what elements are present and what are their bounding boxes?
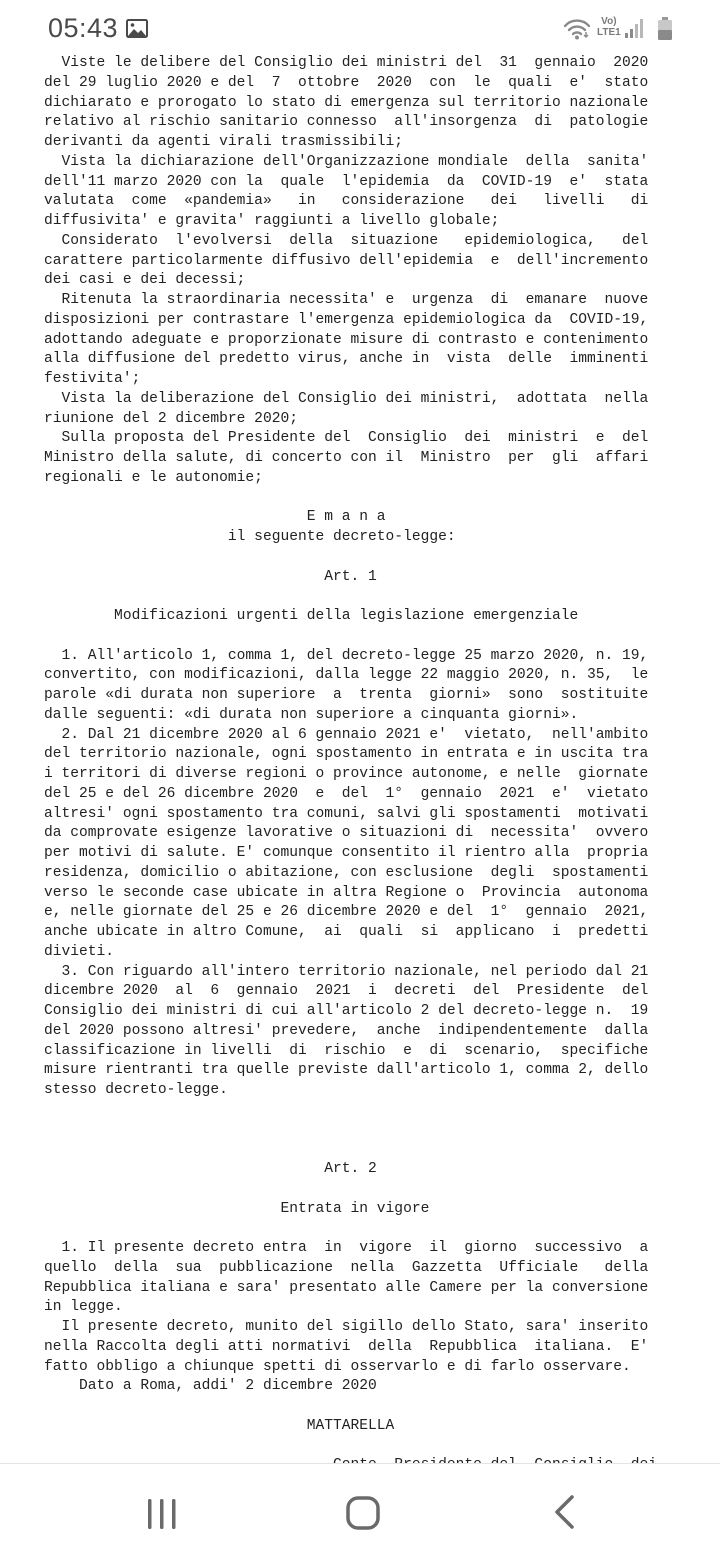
navigation-bar [0, 1463, 720, 1561]
decree-line: 1. All'articolo 1, comma 1, del decreto-legge 25 marzo 2020, n. 19, [44, 647, 649, 664]
decree-line: Vista la deliberazione del Consiglio dei ministri, adottata nella [44, 390, 649, 407]
decree-line: Dato a Roma, addi' 2 dicembre 2020 [44, 1378, 377, 1395]
decree-line: in legge. [44, 1299, 123, 1316]
decree-line: relativo al rischio sanitario connesso all'insorgenza di patologie [44, 114, 649, 131]
decree-line [44, 627, 664, 647]
decree-line: adottando adeguate e proporzionate misure di contrasto e contenimento [44, 331, 649, 348]
decree-line: derivanti da agenti virali trasmissibili; [44, 134, 404, 150]
decree-line: Entrata in vigore [44, 1200, 430, 1217]
decree-line: classificazione in livelli di rischio e di scenario, specifiche [44, 1042, 649, 1059]
decree-line: carattere particolarmente diffusivo dell'epidemia e dell'incremento [44, 252, 649, 269]
decree-line: Ministro della salute, di concerto con il Ministro per gli affari [44, 450, 649, 466]
decree-line [44, 1397, 664, 1417]
decree-line: del 25 e del 26 dicembre 2020 e del 1° gennaio 2021 e' vietato [44, 785, 649, 802]
decree-line: per motivi di salute. E' comunque consentito il rientro alla propria [44, 845, 649, 861]
signal-icon [624, 18, 646, 45]
decree-line: festivita'; [44, 371, 141, 387]
decree-line: 3. Con riguardo all'intero territorio nazionale, nel periodo dal 21 [44, 963, 649, 980]
decree-text [44, 54, 664, 1476]
decree-line [44, 1219, 664, 1239]
decree-line: i territori di diverse regioni o province autonome, e nelle giornate [44, 766, 649, 782]
decree-line: Repubblica italiana e sara' presentato alle Camere per la conversione [44, 1279, 649, 1296]
clock: 05:43 [48, 13, 119, 43]
decree-line [44, 1437, 664, 1457]
decree-line: verso le seconde case ubicate in altra Regione o Provincia autonoma [44, 884, 649, 901]
decree-line: dicembre 2020 al 6 gennaio 2021 i decreti del Presidente del [44, 983, 649, 1000]
recent-apps-icon[interactable] [146, 1499, 178, 1534]
decree-line: convertito, con modificazioni, dalla legge 22 maggio 2020, n. 35, le [44, 667, 649, 684]
decree-line: Art. 2 [44, 1161, 377, 1177]
volte-label: Vo) [601, 16, 617, 27]
status-bar [0, 0, 720, 56]
decree-line [44, 548, 664, 568]
decree-line: Art. 1 [44, 568, 377, 585]
decree-line: il seguente decreto-legge: [44, 529, 456, 545]
decree-line: e, nelle giornate del 25 e 26 dicembre 2020 e del 1° gennaio 2021, [44, 904, 649, 921]
decree-line: regionali e le autonomie; [44, 469, 263, 486]
lte-label: LTE1 [597, 27, 621, 38]
decree-line: fatto obbligo a chiunque spetti di osservarlo e di farlo osservare. [44, 1358, 631, 1375]
gallery-icon [126, 19, 148, 43]
decree-line: dei casi e dei decessi; [44, 272, 246, 289]
back-icon[interactable] [552, 1494, 576, 1535]
decree-line: quello della sua pubblicazione nella Gazzetta Ufficiale della [44, 1259, 649, 1276]
decree-line: E m a n a [44, 509, 386, 526]
decree-line: disposizioni per contrastare l'emergenza epidemiologica da COVID-19, [44, 311, 649, 328]
decree-line [44, 587, 664, 607]
decree-line: misure rientranti tra quelle previste dall'articolo 1, comma 2, dello [44, 1062, 649, 1079]
decree-line: riunione del 2 dicembre 2020; [44, 410, 298, 427]
decree-line: residenza, domicilio o abitazione, con esclusione degli spostamenti [44, 864, 649, 881]
decree-line [44, 1121, 664, 1141]
decree-line: Sulla proposta del Presidente del Consiglio dei ministri e del [44, 430, 649, 447]
decree-line: dichiarato e prorogato lo stato di emergenza sul territorio nazionale [44, 94, 649, 111]
decree-line: diffusivita' e gravita' raggiunti a livello globale; [44, 213, 500, 229]
decree-line: parole «di durata non superiore a trenta giorni» sono sostituite [44, 687, 649, 703]
decree-line: anche ubicate in altro Comune, ai quali si applicano i predetti [44, 924, 649, 940]
volte-lte-indicator [597, 16, 621, 38]
decree-line: dalle seguenti: «di durata non superiore a cinquanta giorni». [44, 706, 579, 723]
decree-line [44, 1101, 664, 1121]
decree-line: stesso decreto-legge. [44, 1082, 228, 1098]
decree-line: Il presente decreto, munito del sigillo dello Stato, sara' inserito [44, 1319, 649, 1335]
decree-line: dell'11 marzo 2020 con la quale l'epidemia da COVID-19 e' stata [44, 173, 649, 190]
decree-line: nella Raccolta degli atti normativi della Repubblica italiana. E' [44, 1338, 649, 1355]
decree-line: 1. Il presente decreto entra in vigore il giorno successivo a [44, 1240, 649, 1256]
decree-line: da comprovate esigenze lavorative o situazioni di necessita' ovvero [44, 825, 649, 842]
decree-line: del 29 luglio 2020 e del 7 ottobre 2020 con le quali e' stato [44, 74, 649, 91]
decree-line [44, 1140, 664, 1160]
decree-line: alla diffusione del predetto virus, anche in vista delle imminenti [44, 351, 649, 368]
decree-line: 2. Dal 21 dicembre 2020 al 6 gennaio 2021 e' vietato, nell'ambito [44, 726, 649, 743]
battery-icon [657, 17, 673, 46]
decree-line: Vista la dichiarazione dell'Organizzazione mondiale della sanita' [44, 153, 649, 170]
decree-line: Modificazioni urgenti della legislazione emergenziale [44, 608, 579, 624]
decree-line: Viste le delibere del Consiglio dei ministri del 31 gennaio 2020 [44, 55, 649, 71]
decree-line [44, 489, 664, 509]
home-icon[interactable] [346, 1496, 380, 1535]
wifi-icon [563, 18, 591, 45]
decree-line: Consiglio dei ministri di cui all'articolo 2 del decreto-legge n. 19 [44, 1003, 649, 1019]
decree-line: del 2020 possono altresi' prevedere, anche indipendentemente dalla [44, 1022, 649, 1039]
decree-line: del territorio nazionale, ogni spostamento in entrata e in uscita tra [44, 746, 649, 763]
decree-line: Ritenuta la straordinaria necessita' e urgenza di emanare nuove [44, 292, 649, 308]
decree-line: divieti. [44, 943, 115, 960]
decree-line [44, 1180, 664, 1200]
decree-line: Considerato l'evolversi della situazione epidemiologica, del [44, 232, 649, 249]
decree-line: valutata come «pandemia» in considerazione dei livelli di [44, 193, 649, 210]
decree-line: MATTARELLA [44, 1417, 395, 1434]
decree-line: altresi' ogni spostamento tra comuni, salvi gli spostamenti motivati [44, 805, 649, 822]
